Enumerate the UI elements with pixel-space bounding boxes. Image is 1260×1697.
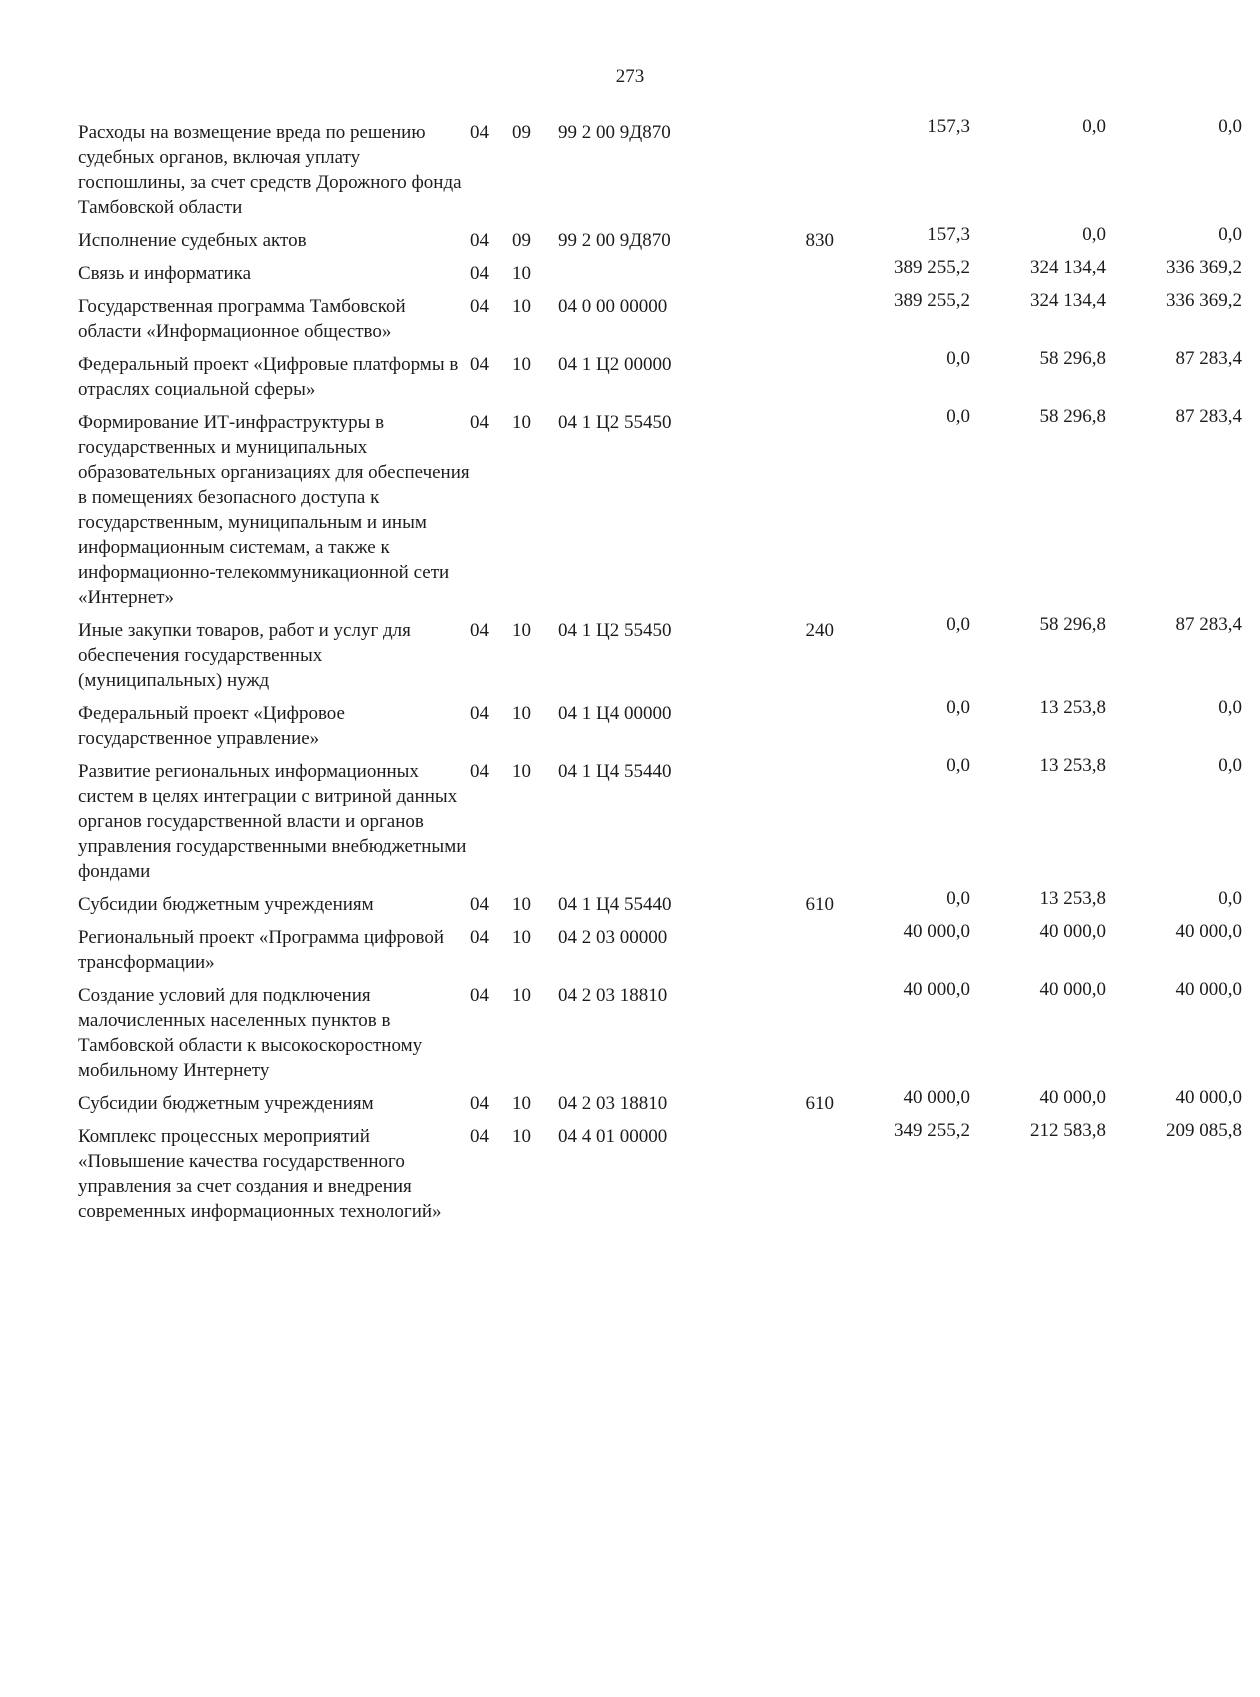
subsection-code-cell: 10 [512,927,531,948]
table-row [78,294,1242,352]
row-name-cell: Субсидии бюджетным учреждениям [78,894,374,915]
row-name-cell: Формирование ИТ-инфраструктуры в государственных и муниципальных образовательных организациях для обеспечения в помещениях безопасного доступа к государственным, муниципальным и иным информационным системам, а также к информационно-телекоммуникационной сети «Интернет» [78,412,470,608]
amount-cell: 0,0 [946,888,970,909]
target-article-cell: 04 0 00 00000 [558,296,668,317]
amount-cell: 40 000,0 [903,979,970,1000]
section-code-cell: 04 [470,985,489,1006]
target-article-cell: 04 1 Ц2 55450 [558,412,672,433]
table-row [78,983,1242,1091]
row-name-cell: Развитие региональных информационных систем в целях интеграции с витриной данных органов государственной власти и органов управления государственными внебюджетными фондами [78,761,467,882]
target-article-cell: 04 2 03 18810 [558,985,668,1006]
section-code-cell: 04 [470,263,489,284]
amount-cell: 40 000,0 [1175,921,1242,942]
expense-type-cell: 830 [805,230,834,251]
expense-type-cell [698,410,834,618]
target-article-cell: 04 1 Ц4 00000 [558,703,672,724]
subsection-code-cell: 10 [512,296,531,317]
target-article-cell: 99 2 00 9Д870 [558,122,671,143]
amount-cell: 40 000,0 [1175,979,1242,1000]
expense-type-cell [698,352,834,410]
amount-cell: 87 283,4 [1175,406,1242,427]
target-article-cell: 99 2 00 9Д870 [558,230,671,251]
amount-cell: 13 253,8 [1039,697,1106,718]
subsection-code-cell: 09 [512,122,531,143]
table-row [78,352,1242,410]
amount-cell: 157,3 [927,224,970,245]
section-code-cell: 04 [470,1093,489,1114]
section-code-cell: 04 [470,296,489,317]
subsection-code-cell: 10 [512,703,531,724]
amount-cell: 324 134,4 [1030,290,1106,311]
expense-type-cell: 240 [805,620,834,641]
table-row [78,410,1242,618]
amount-cell: 0,0 [946,697,970,718]
table-row [78,759,1242,892]
target-article-cell: 04 1 Ц4 55440 [558,761,672,782]
amount-cell: 0,0 [1218,697,1242,718]
expense-type-cell [698,759,834,892]
amount-cell: 0,0 [946,348,970,369]
row-name-cell: Комплекс процессных мероприятий «Повышение качества государственного управления за счет создания и внедрения современных информационных технологий» [78,1126,442,1222]
amount-cell: 0,0 [1082,116,1106,137]
amount-cell: 0,0 [946,406,970,427]
amount-cell: 0,0 [1218,116,1242,137]
table-row [78,618,1242,701]
section-code-cell: 04 [470,354,489,375]
subsection-code-cell: 10 [512,894,531,915]
section-code-cell: 04 [470,230,489,251]
subsection-code-cell: 10 [512,412,531,433]
subsection-code-cell: 10 [512,1093,531,1114]
page-number: 273 [615,66,645,87]
amount-cell: 58 296,8 [1039,614,1106,635]
section-code-cell: 04 [470,894,489,915]
row-name-cell: Создание условий для подключения малочисленных населенных пунктов в Тамбовской области к высокоскоростному мобильному Интернету [78,985,423,1081]
expense-type-cell: 610 [805,1093,834,1114]
amount-cell: 13 253,8 [1039,888,1106,909]
subsection-code-cell: 10 [512,263,531,284]
subsection-code-cell: 10 [512,1126,531,1147]
section-code-cell: 04 [470,122,489,143]
target-article-cell: 04 4 01 00000 [558,1126,668,1147]
amount-cell: 40 000,0 [1175,1087,1242,1108]
amount-cell: 389 255,2 [894,257,970,278]
subsection-code-cell: 09 [512,230,531,251]
row-name-cell: Федеральный проект «Цифровые платформы в отраслях социальной сферы» [78,354,459,400]
expense-type-cell [698,983,834,1091]
target-article-cell [558,261,698,294]
row-name-cell: Региональный проект «Программа цифровой трансформации» [78,927,445,973]
target-article-cell: 04 2 03 18810 [558,1093,668,1114]
target-article-cell: 04 1 Ц4 55440 [558,894,672,915]
amount-cell: 336 369,2 [1166,290,1242,311]
amount-cell: 40 000,0 [1039,1087,1106,1108]
amount-cell: 157,3 [927,116,970,137]
row-name-cell: Расходы на возмещение вреда по решению судебных органов, включая уплату госпошлины, за счет средств Дорожного фонда Тамбовской области [78,122,462,218]
subsection-code-cell: 10 [512,761,531,782]
amount-cell: 40 000,0 [1039,921,1106,942]
section-code-cell: 04 [470,703,489,724]
section-code-cell: 04 [470,620,489,641]
expense-type-cell [698,925,834,983]
expense-type-cell [698,701,834,759]
expense-type-cell: 610 [805,894,834,915]
amount-cell: 0,0 [1218,755,1242,776]
amount-cell: 0,0 [946,614,970,635]
amount-cell: 13 253,8 [1039,755,1106,776]
amount-cell: 0,0 [946,755,970,776]
expense-type-cell [698,1124,834,1232]
expense-type-cell [698,261,834,294]
amount-cell: 40 000,0 [903,1087,970,1108]
table-row [78,120,1242,228]
row-name-cell: Федеральный проект «Цифровое государственное управление» [78,703,345,749]
row-name-cell: Связь и информатика [78,263,252,284]
subsection-code-cell: 10 [512,354,531,375]
amount-cell: 389 255,2 [894,290,970,311]
table-row [78,925,1242,983]
amount-cell: 0,0 [1082,224,1106,245]
table-row [78,1124,1242,1232]
expense-type-cell [698,294,834,352]
row-name-cell: Субсидии бюджетным учреждениям [78,1093,374,1114]
amount-cell: 209 085,8 [1166,1120,1242,1141]
table-row [78,701,1242,759]
row-name-cell: Исполнение судебных актов [78,230,307,251]
section-code-cell: 04 [470,927,489,948]
amount-cell: 0,0 [1218,888,1242,909]
amount-cell: 87 283,4 [1175,614,1242,635]
row-name-cell: Иные закупки товаров, работ и услуг для обеспечения государственных (муниципальных) нужд [78,620,411,691]
amount-cell: 40 000,0 [1039,979,1106,1000]
expense-type-cell [698,120,834,228]
amount-cell: 349 255,2 [894,1120,970,1141]
row-name-cell: Государственная программа Тамбовской области «Информационное общество» [78,296,406,342]
amount-cell: 336 369,2 [1166,257,1242,278]
table-body [78,116,1242,1232]
target-article-cell: 04 1 Ц2 00000 [558,354,672,375]
budget-table [78,116,1242,1232]
amount-cell: 0,0 [1218,224,1242,245]
section-code-cell: 04 [470,761,489,782]
amount-cell: 324 134,4 [1030,257,1106,278]
amount-cell: 212 583,8 [1030,1120,1106,1141]
target-article-cell: 04 1 Ц2 55450 [558,620,672,641]
subsection-code-cell: 10 [512,620,531,641]
target-article-cell: 04 2 03 00000 [558,927,668,948]
amount-cell: 87 283,4 [1175,348,1242,369]
amount-cell: 58 296,8 [1039,348,1106,369]
amount-cell: 40 000,0 [903,921,970,942]
section-code-cell: 04 [470,412,489,433]
subsection-code-cell: 10 [512,985,531,1006]
section-code-cell: 04 [470,1126,489,1147]
amount-cell: 58 296,8 [1039,406,1106,427]
